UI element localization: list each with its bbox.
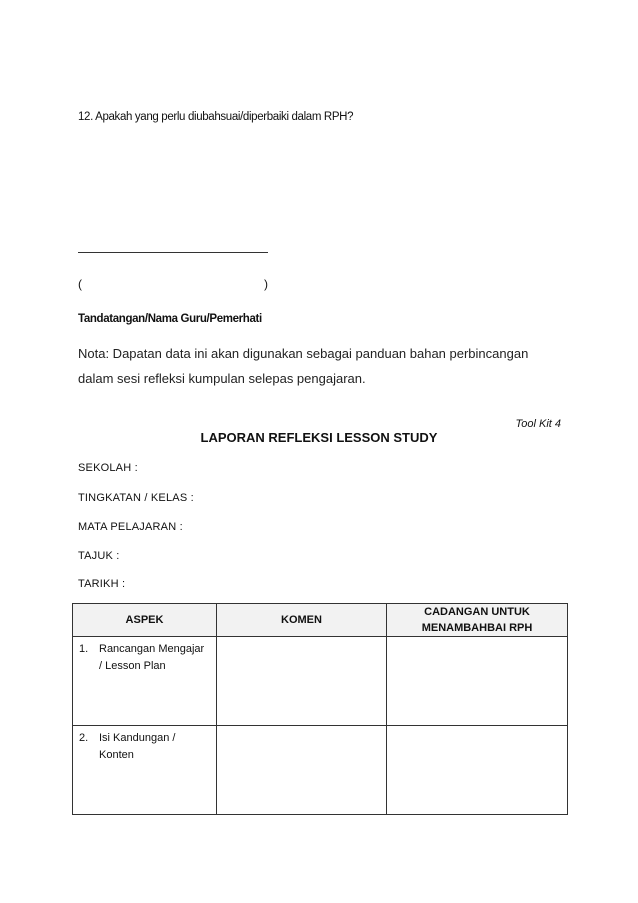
signature-caption: Tandatangan/Nama Guru/Pemerhati xyxy=(78,313,262,325)
reflection-table xyxy=(72,603,568,815)
report-title: LAPORAN REFLEKSI LESSON STUDY xyxy=(200,430,438,445)
aspek-text: Isi Kandungan / Konten xyxy=(99,732,176,761)
komen-cell[interactable] xyxy=(217,726,387,815)
table-row xyxy=(73,637,568,726)
field-tingkatan: TINGKATAN / KELAS : xyxy=(78,492,194,504)
field-tarikh: TARIKH : xyxy=(78,578,126,590)
aspek-text: Rancangan Mengajar / Lesson Plan xyxy=(99,643,205,672)
table-row xyxy=(73,726,568,815)
aspek-cell xyxy=(73,637,217,726)
signature-paren-open: ( xyxy=(78,277,82,291)
field-mata-pelajaran: MATA PELAJARAN : xyxy=(78,521,183,533)
header-komen: KOMEN xyxy=(217,604,387,637)
header-cadangan: CADANGAN UNTUK MENAMBAHBAI RPH xyxy=(387,604,568,637)
aspek-cell xyxy=(73,726,217,815)
tool-kit-label: Tool Kit 4 xyxy=(515,418,561,430)
row-number: 1. xyxy=(79,643,89,655)
cadangan-cell[interactable] xyxy=(387,726,568,815)
signature-line xyxy=(78,252,268,253)
komen-cell[interactable] xyxy=(217,637,387,726)
field-tajuk: TAJUK : xyxy=(78,550,120,562)
header-aspek: ASPEK xyxy=(73,604,217,637)
signature-paren-close: ) xyxy=(264,277,268,291)
table-header-row xyxy=(73,604,568,637)
cadangan-cell[interactable] xyxy=(387,637,568,726)
question-12: 12. Apakah yang perlu diubahsuai/diperbaiki dalam RPH? xyxy=(78,111,354,123)
note-paragraph: Nota: Dapatan data ini akan digunakan sebagai panduan bahan perbincangan dalam sesi refleksi kumpulan selepas pengajaran. xyxy=(78,346,529,386)
row-number: 2. xyxy=(79,732,89,744)
field-sekolah: SEKOLAH : xyxy=(78,462,138,474)
